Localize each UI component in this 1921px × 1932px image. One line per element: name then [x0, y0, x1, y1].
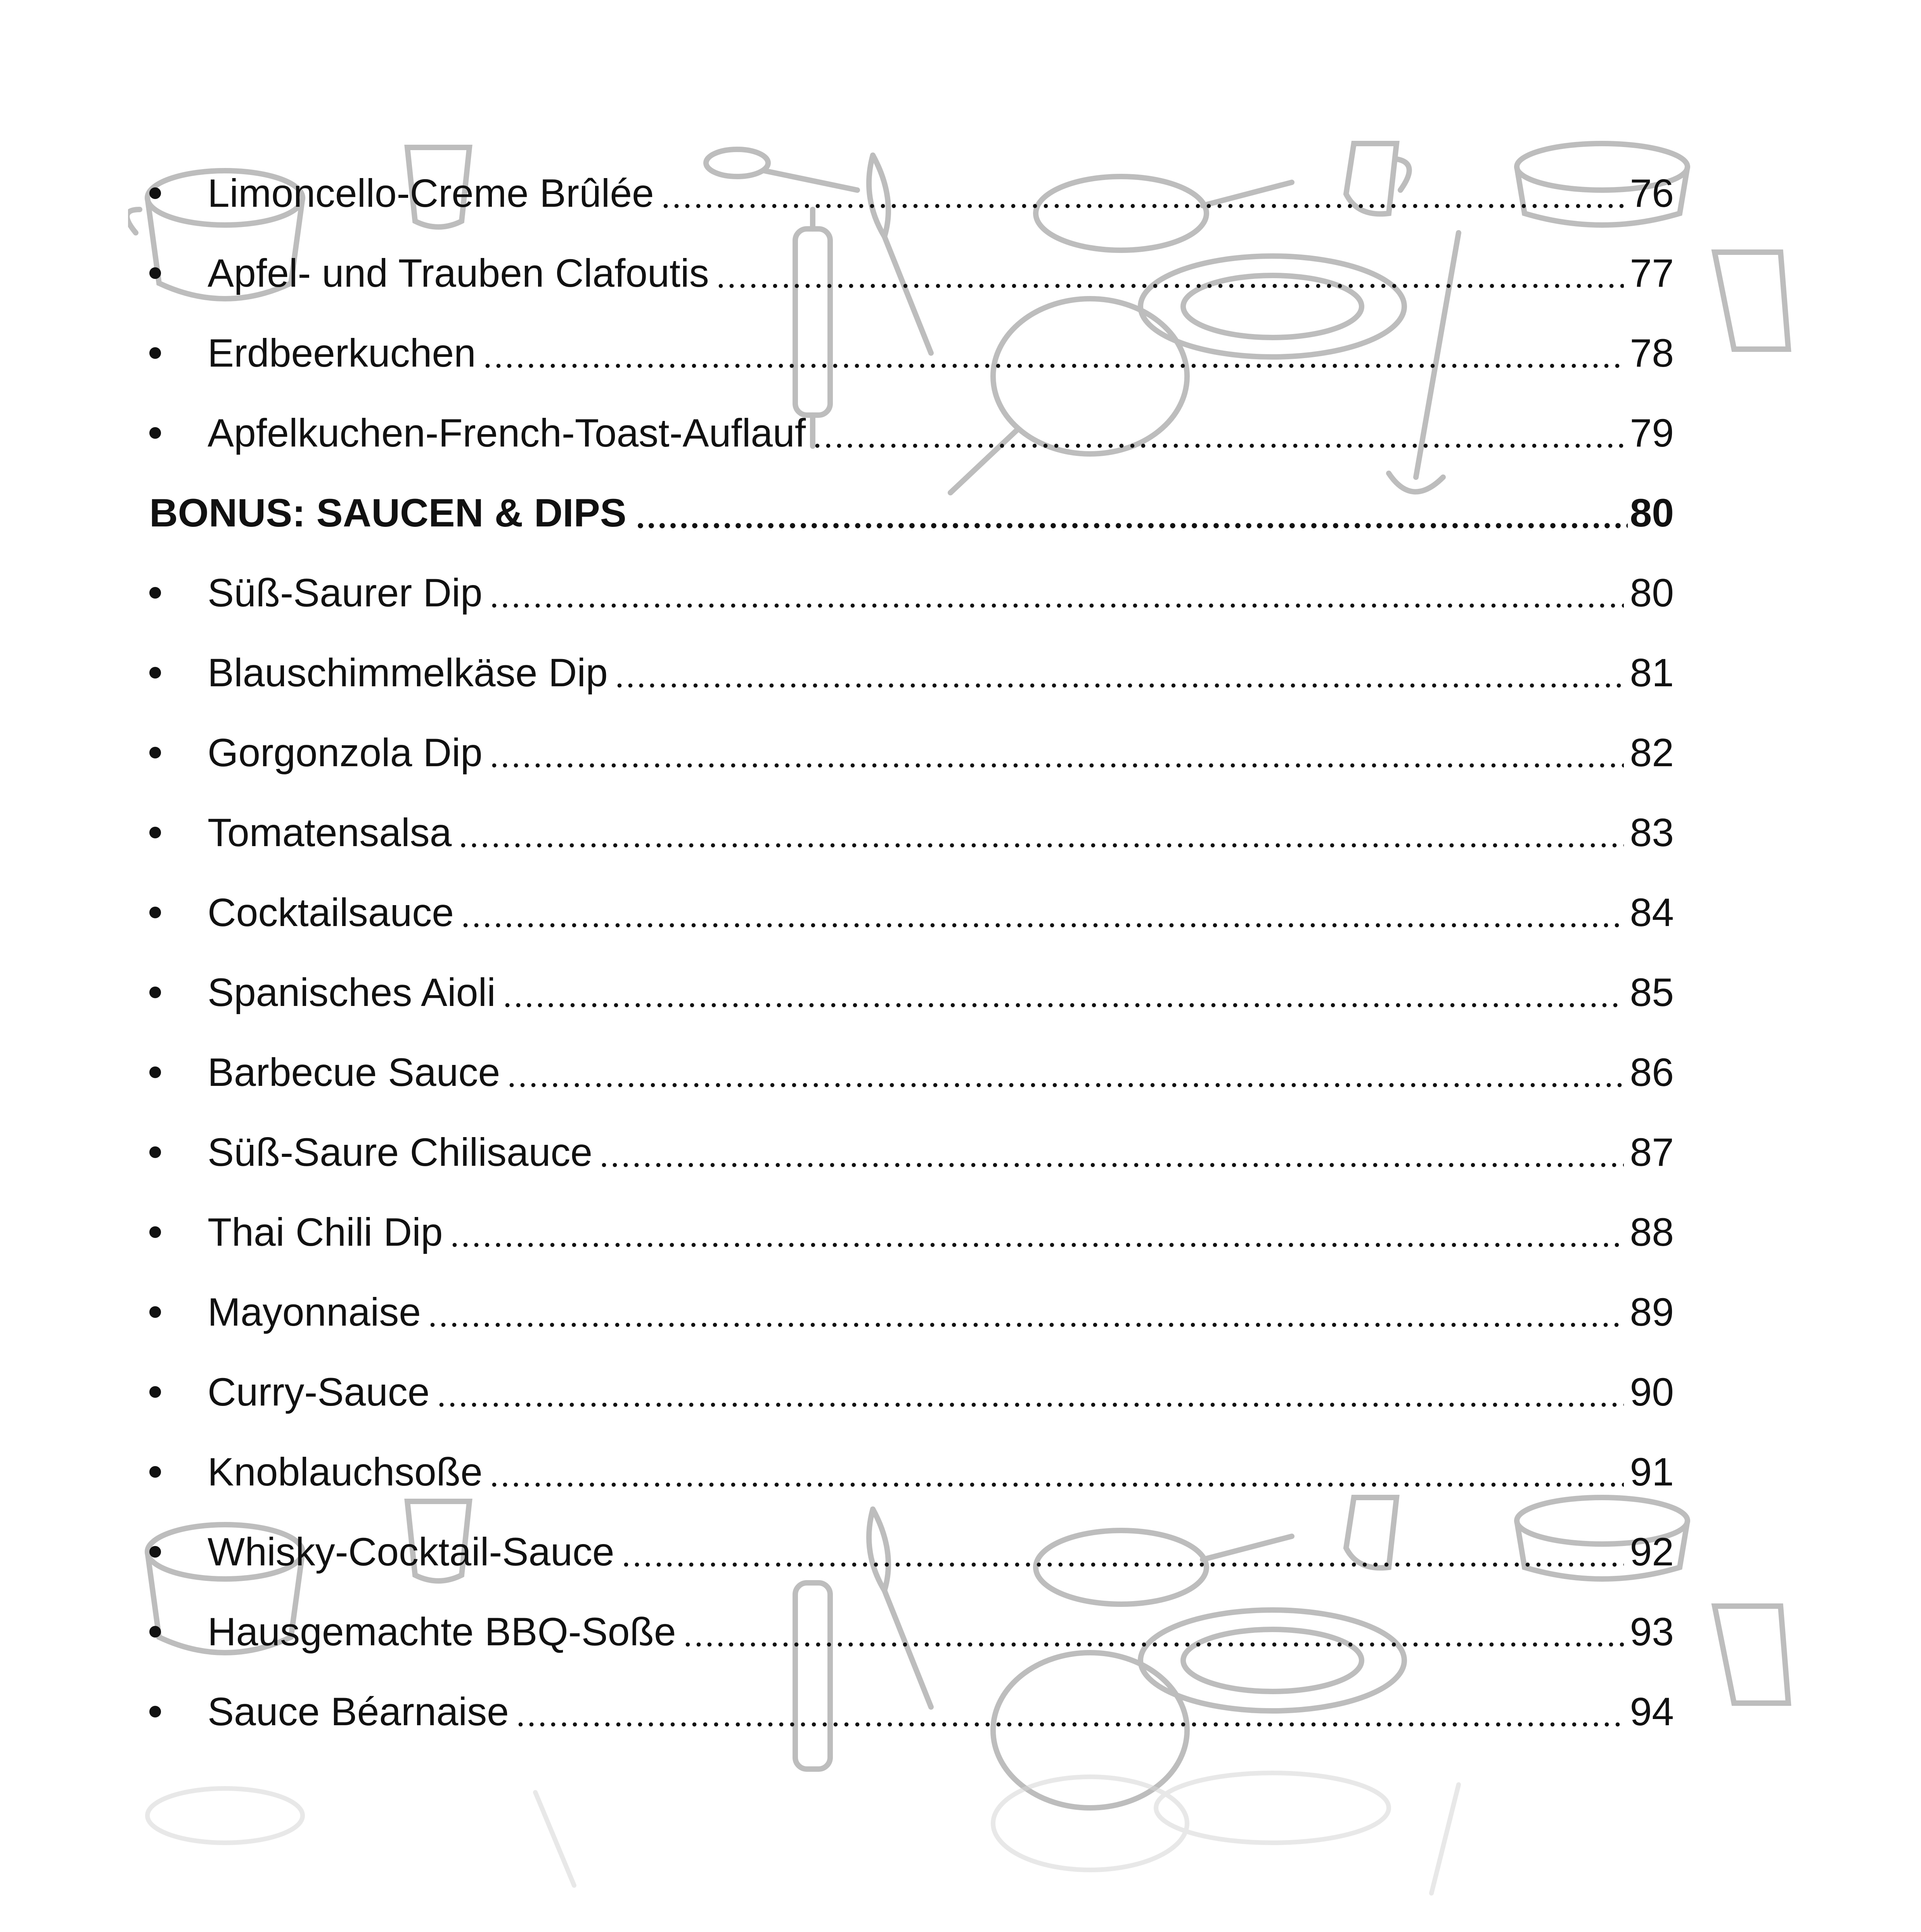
dot-leader: [482, 362, 1624, 370]
toc-entry-title: Knoblauchsoße: [208, 1450, 483, 1494]
toc-section-title: BONUS: SAUCEN & DIPS: [149, 491, 626, 535]
toc-entry-title: Thai Chili Dip: [208, 1210, 443, 1254]
toc-entry[interactable]: [149, 153, 1674, 233]
toc-entry-title: Spanisches Aioli: [208, 970, 496, 1014]
toc-entry-page: 82: [1630, 731, 1674, 775]
toc-entry-title: Apfelkuchen-French-Toast-Auflauf: [208, 411, 806, 455]
dot-leader: [502, 1001, 1624, 1009]
bullet-icon: [149, 1546, 208, 1558]
toc-entry-page: 77: [1630, 251, 1674, 295]
toc-entry-page: 81: [1630, 651, 1674, 695]
toc-entry[interactable]: [149, 393, 1674, 473]
toc-entry[interactable]: [149, 1112, 1674, 1192]
bullet-icon: [149, 1626, 208, 1638]
toc-entry[interactable]: [149, 1432, 1674, 1512]
toc-entry[interactable]: [149, 713, 1674, 793]
dot-leader: [489, 1481, 1624, 1489]
bullet-icon: [149, 747, 208, 758]
toc-entry[interactable]: [149, 873, 1674, 952]
toc-entry-title: Tomatensalsa: [208, 810, 452, 855]
toc-entry-title: Curry-Sauce: [208, 1370, 430, 1414]
table-of-contents: [149, 153, 1674, 1752]
toc-entry-title: Erdbeerkuchen: [208, 331, 476, 375]
bullet-icon: [149, 907, 208, 918]
toc-entry-page: 91: [1630, 1450, 1674, 1494]
toc-entry[interactable]: [149, 313, 1674, 393]
dot-leader: [614, 682, 1624, 689]
toc-entry[interactable]: [149, 233, 1674, 313]
dot-leader: [621, 1561, 1624, 1568]
grater-icon: [1715, 252, 1788, 349]
dot-leader: [449, 1241, 1624, 1249]
toc-entry-title: Hausgemachte BBQ-Soße: [208, 1610, 676, 1654]
toc-entry-page: 80: [1630, 571, 1674, 615]
bullet-icon: [149, 827, 208, 838]
dot-leader: [682, 1641, 1624, 1648]
toc-entry-title: Sauce Béarnaise: [208, 1690, 509, 1734]
dot-leader: [436, 1401, 1624, 1409]
toc-entry[interactable]: [149, 1352, 1674, 1432]
dot-leader: [489, 602, 1624, 609]
dot-leader: [599, 1161, 1623, 1169]
bullet-icon: [149, 1466, 208, 1478]
toc-entry-page: 79: [1630, 411, 1674, 455]
bullet-icon: [149, 427, 208, 439]
toc-entry-title: Whisky-Cocktail-Sauce: [208, 1530, 614, 1574]
dot-leader: [460, 921, 1624, 929]
toc-entry[interactable]: [149, 1032, 1674, 1112]
dot-leader: [812, 442, 1623, 450]
bullet-icon: [149, 347, 208, 359]
toc-entry-title: Gorgonzola Dip: [208, 731, 483, 775]
bullet-icon: [149, 1706, 208, 1717]
bullet-icon: [149, 1306, 208, 1318]
toc-entry-page: 93: [1630, 1610, 1674, 1654]
kitchen-utensils-reflection: [128, 1769, 1804, 1932]
bullet-icon: [149, 667, 208, 679]
toc-section-heading[interactable]: [149, 473, 1674, 553]
toc-entry-page: 92: [1630, 1530, 1674, 1574]
toc-entry[interactable]: [149, 1192, 1674, 1272]
toc-entry[interactable]: [149, 1592, 1674, 1672]
toc-entry-title: Apfel- und Trauben Clafoutis: [208, 251, 709, 295]
dot-leader: [489, 762, 1624, 769]
toc-entry[interactable]: [149, 553, 1674, 633]
toc-section-page: 80: [1630, 491, 1674, 535]
dot-leader: [660, 202, 1624, 210]
toc-entry-page: 88: [1630, 1210, 1674, 1254]
dot-leader: [715, 282, 1624, 290]
toc-entry[interactable]: [149, 1512, 1674, 1592]
bullet-icon: [149, 267, 208, 279]
toc-entry-title: Cocktailsauce: [208, 890, 454, 935]
bullet-icon: [149, 1226, 208, 1238]
dot-leader: [427, 1321, 1624, 1329]
toc-entry-title: Barbecue Sauce: [208, 1050, 500, 1094]
toc-entry-page: 94: [1630, 1690, 1674, 1734]
bullet-icon: [149, 1386, 208, 1398]
bullet-icon: [149, 187, 208, 199]
bullet-icon: [149, 1146, 208, 1158]
bullet-icon: [149, 1066, 208, 1078]
toc-entry-page: 83: [1630, 810, 1674, 855]
bullet-icon: [149, 587, 208, 599]
dot-leader: [515, 1721, 1624, 1728]
toc-entry-title: Süß-Saure Chilisauce: [208, 1130, 593, 1174]
toc-entry-page: 90: [1630, 1370, 1674, 1414]
toc-entry-page: 87: [1630, 1130, 1674, 1174]
toc-entry-title: Blauschimmelkäse Dip: [208, 651, 608, 695]
grater-icon: [1715, 1606, 1788, 1703]
toc-entry-title: Limoncello-Creme Brûlée: [208, 171, 654, 215]
toc-entry-page: 85: [1630, 970, 1674, 1014]
toc-entry-page: 89: [1630, 1290, 1674, 1334]
toc-entry-title: Mayonnaise: [208, 1290, 421, 1334]
toc-entry[interactable]: [149, 793, 1674, 873]
dot-leader: [506, 1081, 1623, 1089]
toc-entry-page: 78: [1630, 331, 1674, 375]
dot-leader: [458, 841, 1623, 849]
toc-entry[interactable]: [149, 1272, 1674, 1352]
toc-entry-page: 84: [1630, 890, 1674, 935]
toc-entry-page: 76: [1630, 171, 1674, 215]
toc-entry[interactable]: [149, 952, 1674, 1032]
dot-leader: [635, 522, 1628, 530]
toc-entry-page: 86: [1630, 1050, 1674, 1094]
toc-entry-title: Süß-Saurer Dip: [208, 571, 483, 615]
toc-entry[interactable]: [149, 633, 1674, 713]
toc-entry[interactable]: [149, 1672, 1674, 1752]
bullet-icon: [149, 987, 208, 998]
